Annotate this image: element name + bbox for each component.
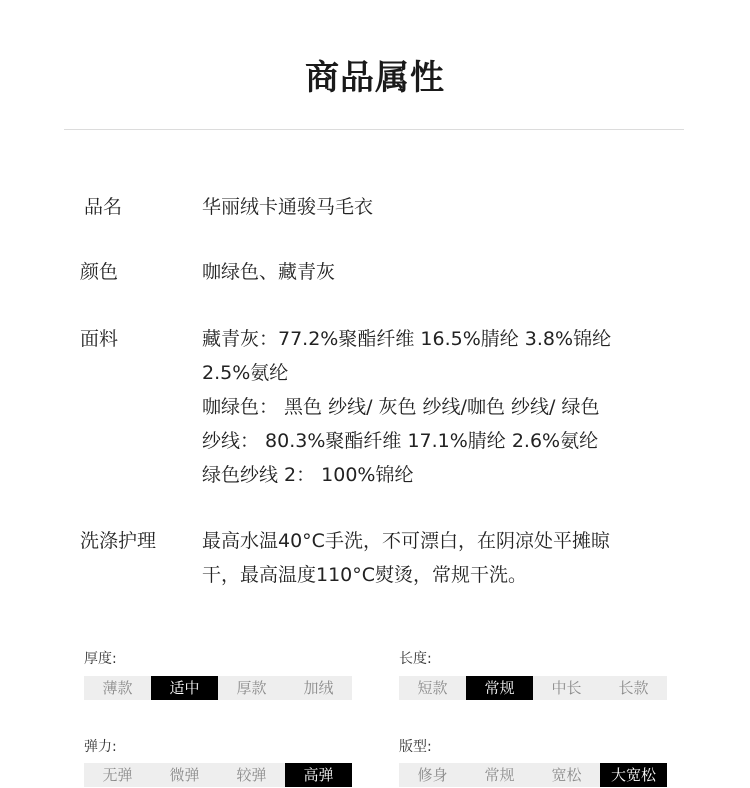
- scale-option-selected: 常规: [466, 676, 533, 700]
- scale-fit: [399, 763, 667, 787]
- scale-option: 短款: [417, 679, 448, 697]
- scale-length: [399, 676, 667, 700]
- scale-thickness: [84, 676, 352, 700]
- attr-value-name: [202, 190, 672, 224]
- scale-option-selected: 高弹: [285, 763, 352, 787]
- scale-title-length: 长度:: [399, 651, 432, 667]
- attr-label-fabric: 面料: [80, 328, 119, 350]
- scale-option: 宽松: [551, 766, 582, 784]
- scale-option: 长款: [618, 679, 649, 697]
- attr-value-care: [202, 524, 672, 592]
- attr-value-fabric: [202, 322, 672, 492]
- scale-option: 较弹: [236, 766, 267, 784]
- scale-elasticity: [84, 763, 352, 787]
- scale-option-selected: 大宽松: [600, 763, 667, 787]
- scale-title-thickness: 厚度:: [84, 651, 117, 667]
- scale-option: 常规: [484, 766, 515, 784]
- attr-label-name: 品名: [84, 196, 123, 218]
- scale-title-elasticity: 弹力:: [84, 739, 117, 755]
- attr-value-line: 藏青灰：77.2%聚酯纤维 16.5%腈纶 3.8%锦纶: [202, 328, 612, 350]
- attr-value-line: 绿色纱线 2： 100%锦纶: [202, 464, 414, 486]
- scale-option: 微弹: [169, 766, 200, 784]
- scale-option: 厚款: [236, 679, 267, 697]
- attr-value-line: 纱线： 80.3%聚酯纤维 17.1%腈纶 2.6%氨纶: [202, 430, 599, 452]
- scale-option-selected: 适中: [151, 676, 218, 700]
- attr-value-line: 咖绿色： 黑色 纱线/ 灰色 纱线/咖色 纱线/ 绿色: [202, 396, 600, 418]
- attr-value-line: 干，最高温度110°C熨烫，常规干洗。: [202, 564, 528, 586]
- scale-option: 加绒: [303, 679, 334, 697]
- scale-title-fit: 版型:: [399, 739, 432, 755]
- attr-label-color: 颜色: [80, 261, 119, 283]
- attr-value-line: 咖绿色、藏青灰: [202, 261, 336, 283]
- attr-value-line: 最高水温40°C手洗，不可漂白，在阴凉处平摊晾: [202, 530, 610, 552]
- attr-value-line: 华丽绒卡通骏马毛衣: [202, 196, 374, 218]
- attr-value-color: [202, 255, 672, 289]
- scale-option: 修身: [417, 766, 448, 784]
- scale-option: 中长: [551, 679, 582, 697]
- attr-value-line: 2.5%氨纶: [202, 362, 289, 384]
- attr-label-care: 洗涤护理: [80, 530, 157, 552]
- page-title: 商品属性: [305, 58, 445, 98]
- title-divider: [64, 129, 684, 130]
- scale-option: 薄款: [102, 679, 133, 697]
- scale-option: 无弹: [102, 766, 133, 784]
